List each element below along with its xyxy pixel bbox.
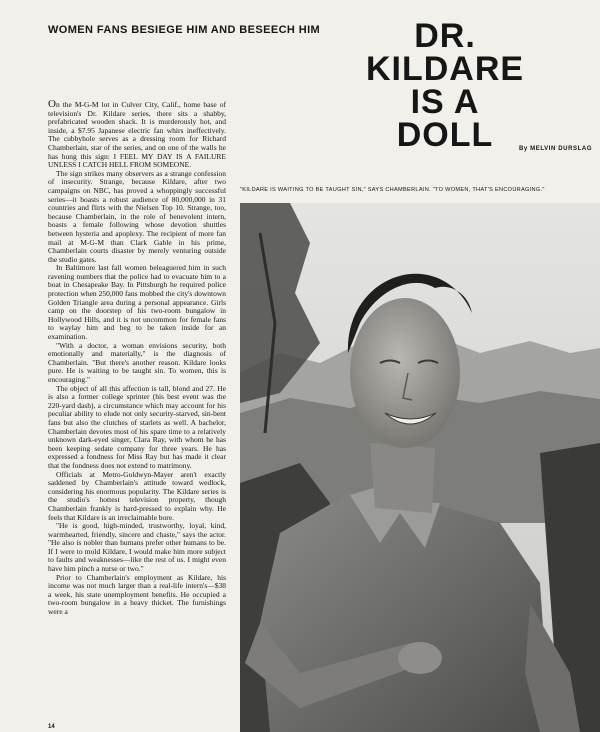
article-paragraph-5: The object of all this affection is tall, blond and 27. He is also a former college sprinter (his best event was the 220-yard dash), a circumstance which may account for his peculiar ability to elude not only security-starved, sin-bent fans but also the clutches of starlets as well. A bachelor, Chamberlain devotes most of his spare time to a relatively unknown dark-eyed singer, Clara Ray, with whom he has been keeping sedate company for three years. He has expressed a fondness for Miss Ray but has made it clear that the fondness does not extend to matrimony. <box>48 383 226 470</box>
article-paragraph-1: On the M-G-M lot in Culver City, Calif., home base of television's Dr. Kildare series, there sits a shabby, prefabricated wooden shack. It is murderously hot, and inside, a $7.95 Japanese electric fan whirs ineffectively. The cubbyhole serves as a dressing room for Richard Chamberlain, star of the series, and on one of the walls he has hung this sign: I FEEL MY DAY IS A FAILURE UNLESS I CATCH HELL FROM SOMEONE. <box>48 100 226 170</box>
article-body <box>48 100 226 718</box>
article-paragraph-8: Prior to Chamberlain's employment as Kildare, his income was not much larger than a real-life intern's—$38 a week, his state unemployment benefits. He occupied a two-room bungalow in a heavy thicket. The furnishings were a <box>48 572 226 617</box>
portrait-photo-drawing <box>240 203 600 732</box>
photo-caption: "KILDARE IS WAITING TO BE TAUGHT SIN," SAYS CHAMBERLAIN. "TO WOMEN, THAT'S ENCOURAGING." <box>240 187 545 193</box>
article-title <box>340 17 550 154</box>
article-paragraph-7: "He is good, high-minded, trustworthy, loyal, kind, warmhearted, friendly, sincere and chaste," says the actor. "He also is nobler than humans prefer other humans to be. If I were to mold Kildare, I would make him more subject to faults and weaknesses—like the rest of us. I might even have him pinch a nurse or two." <box>48 521 226 574</box>
title-line-3: IS A <box>410 83 480 121</box>
title-line-4: DOLL <box>396 116 494 154</box>
article-paragraph-3: In Baltimore last fall women beleaguered him in such ravening numbers that the police had to evacuate him to a boat in Chesapeake Bay. In Pittsburgh he required police protection when 250,000 fans mobbed the city's downtown Golden Triangle area during a personal appearance. Girls camp on the doorstep of his two-room bungalow in Hollywood Hills, and it is not uncommon for female fans to waylay him and beg to be taken inside for an examination. <box>48 263 226 342</box>
byline: By MELVIN DURSLAG <box>519 146 593 152</box>
article-paragraph-6: Officials at Metro-Goldwyn-Mayer aren't exactly saddened by Chamberlain's attitude toward wedlock, considering his enormous popularity. The Kildare series is the studio's hottest television property, though Chamberlain frankly is hard-pressed to explain why. He feels that Kildare is an irreclaimable bore. <box>48 469 226 522</box>
title-line-2: KILDARE <box>365 50 525 88</box>
portrait-photo <box>240 203 600 732</box>
article-paragraph-4: "With a doctor, a woman envisions security, both emotionally and materially," is the diagnosis of Chamberlain. "But there's another reason. Kildare looks pure. He is waiting to be taught sin. To women, this is encouraging." <box>48 340 226 384</box>
title-line-1: DR. <box>414 17 476 55</box>
kicker-headline: WOMEN FANS BESIEGE HIM AND BESEECH HIM <box>48 24 321 36</box>
page-number: 14 <box>48 724 55 730</box>
article-paragraph-2: The sign strikes many observers as a strange confession of insecurity. Strange, because Kildare, after two campaigns on NBC, has proved a whoppingly successful series—it boasts a robust audience of 80,000,000 in 31 countries and flirts with the Nielsen Top 10. Strange, too, because Chamberlain, in the role of benevolent intern, boasts a female following whose devotion shuttles between hysteria and apoplexy. The recipient of more fan mail at M-G-M than Clark Gable in his prime, Chamberlain courts disaster by merely venturing outside the studio gates. <box>48 168 226 264</box>
